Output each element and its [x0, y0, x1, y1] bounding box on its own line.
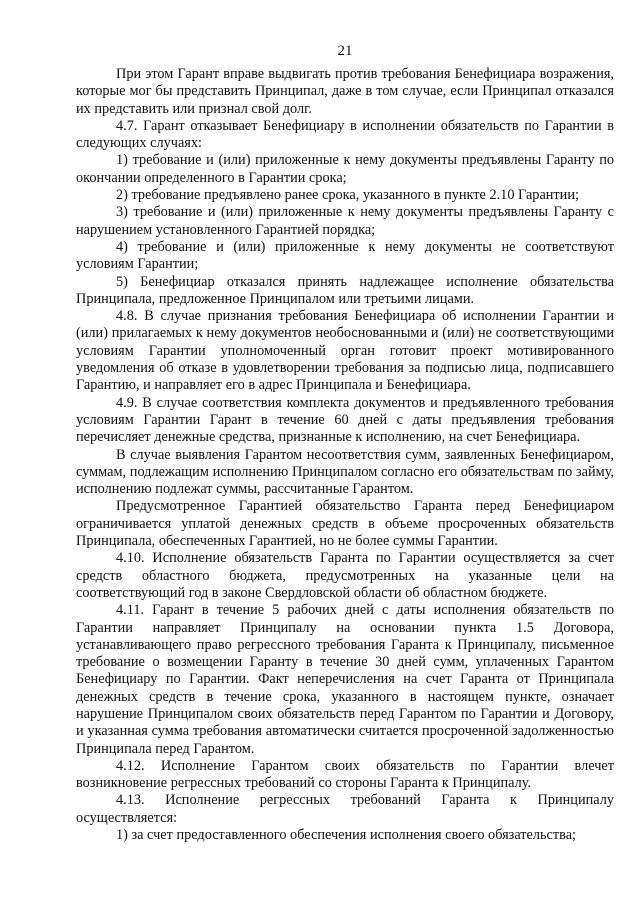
paragraph-4-8: 4.8. В случае признания требования Бенефициара об исполнении Гарантии и (или) прилагаемых к нему документов необоснованными и (или) не соответствующими условиям Гарантии уполномоченный орган готовит проект мотивированного уведомления об отказе в удовлетворении требования за подписью лица, подписавшего Гарантию, и направляет его в адрес Принципала и Бенефициара.	[76, 308, 614, 394]
list-item-4-13-1: 1) за счет предоставленного обеспечения исполнения своего обязательства;	[116, 827, 577, 844]
list-item-4-7-5: 5) Бенефициар отказался принять надлежащее исполнение обязательства Принципала, предложенное Принципалом или третьими лицами.	[76, 273, 614, 307]
paragraph-4-10: 4.10. Исполнение обязательств Гаранта по Гарантии осуществляется за счет средств областного бюджета, предусмотренных на указанные цели на соответствующий год в законе Свердловской области об областном бюджете.	[76, 550, 614, 601]
document-text	[76, 66, 614, 844]
list-item-4-7-1: 1) требование и (или) приложенные к нему документы предъявлены Гаранту по окончании определенного в Гарантии срока;	[76, 152, 614, 186]
paragraph-4-7: 4.7. Гарант отказывает Бенефициару в исполнении обязательств по Гарантии в следующих случаях:	[76, 117, 614, 152]
list-item-4-7-4: 4) требование и (или) приложенные к нему документы не соответствуют условиям Гарантии;	[76, 238, 614, 273]
paragraph-discrepancy: В случае выявления Гарантом несоответствия сумм, заявленных Бенефициаром, суммам, подлежащим исполнению Принципалом согласно его обязательствам по займу, исполнению подлежат суммы, рассчитанные Гарантом.	[76, 446, 614, 498]
page-number: 21	[337, 43, 353, 59]
paragraph-guarantee-limit: Предусмотренное Гарантией обязательство Гаранта перед Бенефициаром ограничивается уплатой денежных средств в объеме просроченных обязательств Принципала, обеспеченных Гарантией, но не более суммы Гарантии.	[76, 498, 614, 550]
list-item-4-7-3: 3) требование и (или) приложенные к нему документы предъявлены Гаранту с нарушением установленного Гарантией порядка;	[76, 204, 614, 238]
paragraph-objections: При этом Гарант вправе выдвигать против требования Бенефициара возражения, которые мог бы представить Принципал, даже в том случае, если Принципал отказался их представить или признал свой долг.	[76, 66, 614, 117]
paragraph-4-13: 4.13. Исполнение регрессных требований Гаранта к Принципалу осуществляется:	[76, 792, 614, 826]
paragraph-4-12: 4.12. Исполнение Гарантом своих обязательств по Гарантии влечет возникновение регрессных требований со стороны Гаранта к Принципалу.	[76, 757, 614, 792]
paragraph-4-9: 4.9. В случае соответствия комплекта документов и предъявленного требования условиям Гарантии Гарант в течение 60 дней с даты предъявления требования перечисляет денежные средства, признанные к исполнению, на счет Бенефициара.	[76, 394, 614, 446]
paragraph-4-11: 4.11. Гарант в течение 5 рабочих дней с даты исполнения обязательств по Гарантии направляет Принципалу на основании пункта 1.5 Договора, устанавливающего право регрессного требования Гаранта к Принципалу, письменное требование о возмещении Гаранту в течение 30 дней сумм, уплаченных Гарантом Бенефициару по Гарантии. Факт неперечисления на счет Гаранта от Принципала денежных средств в течение срока, указанного в настоящем пункте, означает нарушение Принципалом своих обязательств перед Гарантом по Гарантии и Договору, и указанная сумма требования автоматически считается просроченной задолженностью Принципала перед Гарантом.	[76, 602, 614, 757]
list-item-4-7-2: 2) требование предъявлено ранее срока, указанного в пункте 2.10 Гарантии;	[116, 187, 579, 204]
